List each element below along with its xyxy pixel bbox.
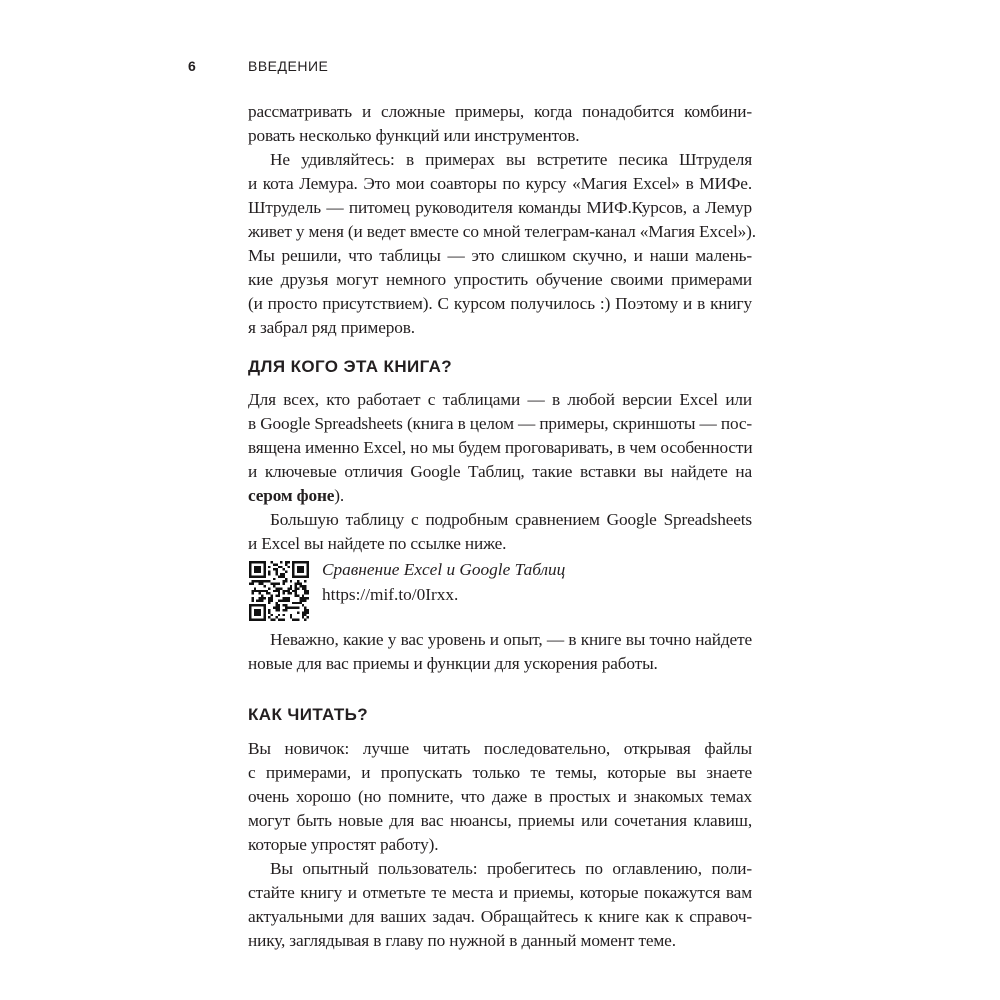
link-title: Сравнение Excel и Google Таблиц [322, 560, 566, 579]
paragraph-who [248, 388, 752, 508]
heading-who-is-it-for: ДЛЯ КОГО ЭТА КНИГА? [248, 357, 453, 376]
text-line: актуальными для ваших задач. Обращайтесь к книге как к справоч- [248, 907, 752, 926]
paragraph-novice [248, 737, 752, 857]
text-line [248, 484, 752, 508]
text-line: Не удивляйтесь: в примерах вы встретите песика Штруделя [270, 150, 752, 169]
heading-how-to-read: КАК ЧИТАТЬ? [248, 705, 369, 724]
text-line: кие друзья могут немного упростить обучение своими примерами [248, 270, 752, 289]
text-line: Штрудель — питомец руководителя команды МИФ.Курсов, а Лемур [248, 198, 752, 217]
text-line: вящена именно Excel, но мы будем проговаривать, в чем особенности [248, 438, 753, 457]
text-line: и ключевые отличия Google Таблиц, такие вставки вы найдете на [248, 462, 752, 481]
text-line: новые для вас приемы и функции для ускорения работы. [248, 654, 658, 673]
running-header: ВВЕДЕНИЕ [248, 58, 329, 74]
text-line: в Google Spreadsheets (книга в целом — примеры, скриншоты — пос- [248, 414, 752, 433]
paragraph-level [248, 628, 752, 676]
text-line: которые упростят работу). [248, 835, 439, 854]
text-line: я забрал ряд примеров. [248, 318, 415, 337]
text-line: Для всех, кто работает с таблицами — в любой версии Excel или [248, 390, 752, 409]
text-line: с примерами, и пропускать только те темы, которые вы знаете [248, 763, 752, 782]
link-url[interactable]: https://mif.to/0Irxx. [322, 585, 459, 604]
text-line: живет у меня (и ведет вместе со мной телеграм-канал «Магия Excel»). [248, 222, 756, 241]
text-line: нику, заглядывая в главу по нужной в данный момент теме. [248, 931, 676, 950]
text-line: Мы решили, что таблицы — это слишком скучно, и наши малень- [248, 246, 752, 265]
text-line: ровать несколько функций или инструментов. [248, 126, 580, 145]
page-number: 6 [188, 58, 197, 74]
text-line: могут быть новые для вас нюансы, приемы или сочетания клавиш, [248, 811, 752, 830]
text-line: Вы опытный пользователь: пробегитесь по оглавлению, поли- [270, 859, 752, 878]
text-line: Большую таблицу с подробным сравнением Google Spreadsheets [270, 510, 752, 529]
text-line: и Excel вы найдете по ссылке ниже. [248, 534, 507, 553]
bold-text: сером фоне [248, 486, 335, 505]
paragraph-experienced [248, 857, 752, 953]
text-line: Неважно, какие у вас уровень и опыт, — в книге вы точно найдете [270, 630, 752, 649]
text-line: и кота Лемура. Это мои соавторы по курсу «Магия Excel» в МИФе. [248, 174, 752, 193]
text-line: Вы новичок: лучше читать последовательно, открывая файлы [248, 739, 752, 758]
qr-code-icon[interactable] [249, 561, 309, 621]
text-line: стайте книгу и отметьте те места и приемы, которые покажутся вам [248, 883, 752, 902]
text-line: (и просто присутствием). С курсом получилось :) Поэтому и в книгу [248, 294, 752, 313]
intro-text [248, 100, 756, 340]
text-tail: ). [334, 486, 345, 505]
text-line: очень хорошо (но помните, что даже в простых и знакомых темах [248, 787, 752, 806]
text-line: рассматривать и сложные примеры, когда понадобится комбини- [248, 102, 752, 121]
paragraph-comparison [248, 508, 752, 556]
